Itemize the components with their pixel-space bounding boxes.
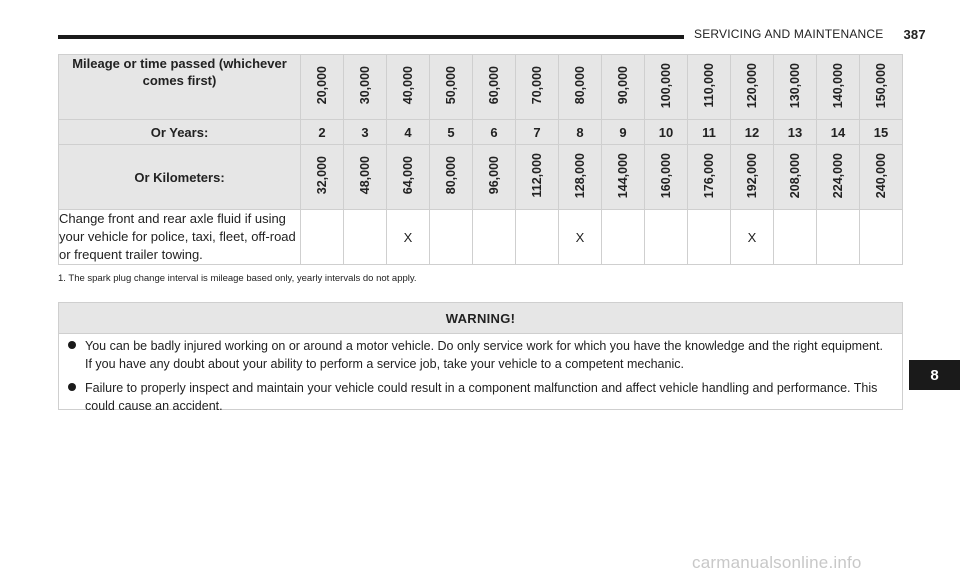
kilometers-value: 160,000 — [659, 152, 673, 199]
mileage-cell — [344, 55, 387, 120]
kilometers-cell — [559, 145, 602, 210]
mileage-value: 70,000 — [530, 66, 544, 105]
kilometers-value: 32,000 — [315, 156, 329, 195]
kilometers-cell — [645, 145, 688, 210]
mileage-cell — [731, 55, 774, 120]
kilometers-value: 240,000 — [874, 152, 888, 199]
mileage-cell — [430, 55, 473, 120]
section-title: SERVICING AND MAINTENANCE — [694, 27, 884, 41]
service-mark — [430, 210, 473, 265]
kilometers-cell — [516, 145, 559, 210]
mileage-value: 110,000 — [702, 63, 716, 108]
kilometers-cell — [731, 145, 774, 210]
years-value: 11 — [688, 120, 731, 145]
service-mark — [602, 210, 645, 265]
years-value: 10 — [645, 120, 688, 145]
kilometers-value: 80,000 — [444, 156, 458, 195]
mileage-value: 90,000 — [616, 66, 630, 105]
kilometers-cell — [817, 145, 860, 210]
mileage-value: 40,000 — [401, 66, 415, 105]
service-mark: X — [387, 210, 430, 265]
service-mark: X — [731, 210, 774, 265]
maintenance-schedule-table — [58, 54, 903, 265]
page-number: 387 — [903, 26, 926, 42]
service-mark — [645, 210, 688, 265]
kilometers-cell — [387, 145, 430, 210]
kilometers-cell — [301, 145, 344, 210]
mileage-value: 120,000 — [745, 62, 759, 109]
service-mark — [774, 210, 817, 265]
mileage-value: 60,000 — [487, 66, 501, 105]
mileage-cell — [387, 55, 430, 120]
mileage-value: 150,000 — [874, 62, 888, 109]
mileage-value: 130,000 — [788, 62, 802, 109]
mileage-cell — [602, 55, 645, 120]
years-value: 13 — [774, 120, 817, 145]
years-value: 8 — [559, 120, 602, 145]
years-value: 15 — [860, 120, 903, 145]
mileage-cell — [301, 55, 344, 120]
years-value: 4 — [387, 120, 430, 145]
mileage-value: 80,000 — [573, 66, 587, 105]
warning-item-text: You can be badly injured working on or around a motor vehicle. Do only service work for which you have the knowledge and the right equipment. If you have any doubt about your ability to perform a service job, take your vehicle to a competent mechanic. — [85, 339, 883, 371]
kilometers-value: 208,000 — [788, 152, 802, 199]
service-mark — [860, 210, 903, 265]
kilometers-value: 224,000 — [831, 152, 845, 199]
kilometers-value: 96,000 — [487, 156, 501, 195]
kilometers-cell — [430, 145, 473, 210]
warning-item — [65, 337, 892, 373]
service-mark — [344, 210, 387, 265]
kilometers-value: 48,000 — [358, 156, 372, 195]
mileage-cell — [817, 55, 860, 120]
kilometers-cell — [688, 145, 731, 210]
warning-item — [65, 379, 892, 415]
warning-box — [58, 302, 903, 413]
footnote: 1. The spark plug change interval is mileage based only, yearly intervals do not apply. — [58, 273, 417, 284]
years-value: 3 — [344, 120, 387, 145]
kilometers-value: 112,000 — [530, 153, 544, 198]
watermark: carmanualsonline.info — [692, 553, 862, 572]
kilometers-cell — [860, 145, 903, 210]
service-mark — [516, 210, 559, 265]
mileage-value: 50,000 — [444, 66, 458, 105]
kilometers-row — [59, 145, 903, 210]
mileage-cell — [774, 55, 817, 120]
warning-title: WARNING! — [59, 303, 902, 334]
years-value: 9 — [602, 120, 645, 145]
service-mark — [473, 210, 516, 265]
header-rule — [58, 35, 684, 39]
bullet-icon — [68, 341, 76, 349]
years-label: Or Years: — [59, 120, 301, 145]
service-mark — [688, 210, 731, 265]
kilometers-cell — [473, 145, 516, 210]
page-header — [694, 25, 926, 43]
kilometers-cell — [774, 145, 817, 210]
mileage-cell — [473, 55, 516, 120]
mileage-cell — [860, 55, 903, 120]
years-value: 5 — [430, 120, 473, 145]
kilometers-value: 192,000 — [745, 152, 759, 199]
service-mark: X — [559, 210, 602, 265]
mileage-value: 20,000 — [315, 66, 329, 105]
kilometers-cell — [344, 145, 387, 210]
bullet-icon — [68, 383, 76, 391]
mileage-cell — [688, 55, 731, 120]
mileage-cell — [516, 55, 559, 120]
years-value: 12 — [731, 120, 774, 145]
service-mark — [301, 210, 344, 265]
years-value: 6 — [473, 120, 516, 145]
years-value: 7 — [516, 120, 559, 145]
mileage-row — [59, 55, 903, 120]
service-description: Change front and rear axle fluid if using your vehicle for police, taxi, fleet, off-road or frequent trailer towing. — [59, 210, 301, 265]
mileage-value: 100,000 — [659, 62, 673, 109]
kilometers-cell — [602, 145, 645, 210]
kilometers-label: Or Kilometers: — [59, 145, 301, 210]
mileage-value: 140,000 — [831, 62, 845, 109]
years-row — [59, 120, 903, 145]
warning-item-text: Failure to properly inspect and maintain your vehicle could result in a component malfunction and affect vehicle handling and performance. This could cause an accident. — [85, 381, 878, 413]
service-mark — [817, 210, 860, 265]
kilometers-value: 128,000 — [573, 152, 587, 199]
mileage-cell — [645, 55, 688, 120]
years-value: 2 — [301, 120, 344, 145]
mileage-value: 30,000 — [358, 66, 372, 105]
kilometers-value: 64,000 — [401, 156, 415, 195]
kilometers-value: 144,000 — [616, 152, 630, 199]
mileage-label: Mileage or time passed (whichever comes first) — [59, 55, 301, 120]
kilometers-value: 176,000 — [702, 152, 716, 199]
years-value: 14 — [817, 120, 860, 145]
service-row — [59, 210, 903, 265]
mileage-cell — [559, 55, 602, 120]
chapter-tab: 8 — [909, 360, 960, 390]
